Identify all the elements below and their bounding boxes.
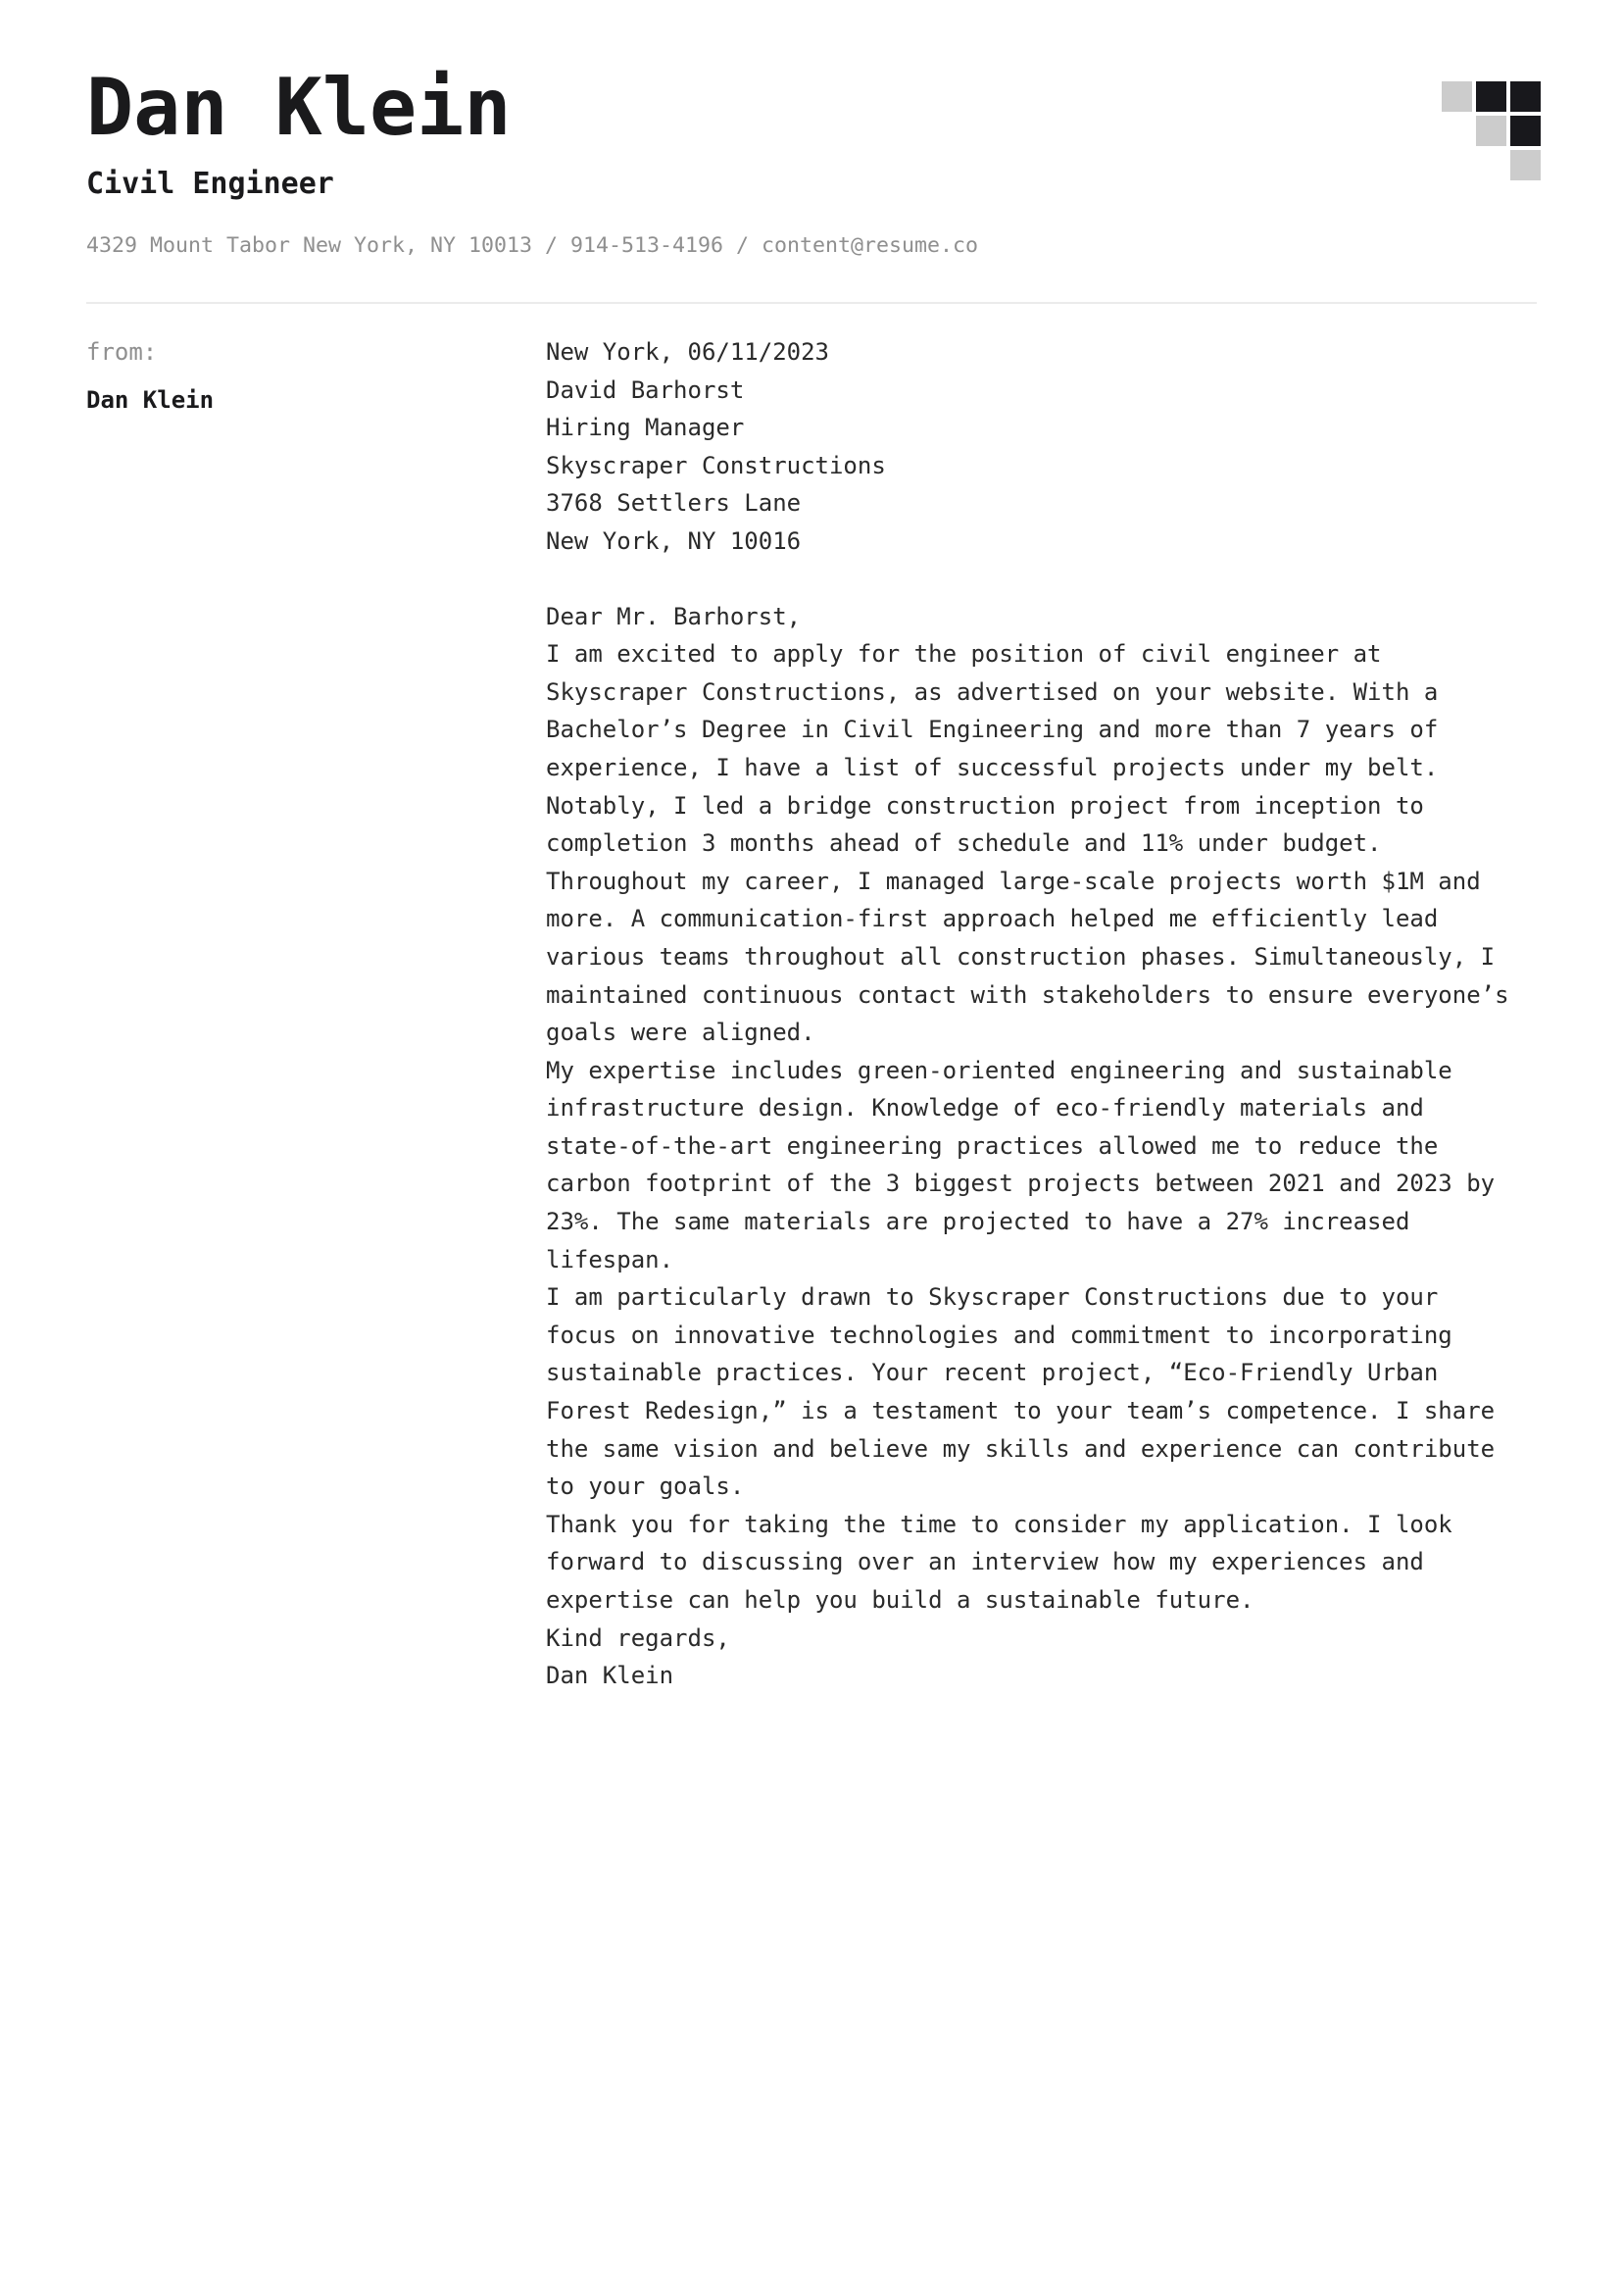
recipient-name: David Barhorst — [546, 375, 745, 404]
candidate-name: Dan Klein — [86, 62, 512, 153]
letter-paragraph: Throughout my career, I managed large-scale projects worth $1M and more. A communication-first approach helped me efficiently lead various teams throughout all construction phases. Simultaneously, I maintained continuous contact with stakeholders to ensure everyone’s goals were aligned. — [546, 867, 1509, 1047]
recipient-block — [546, 372, 1516, 561]
letter-paragraph: I am excited to apply for the position of civil engineer at Skyscraper Constructions, as advertised on your website. With a Bachelor’s Degree in Civil Engineering and more than 7 years of experience, I have a list of successful projects under my belt. Notably, I led a bridge construction project from inception to completion 3 months ahead of schedule and 11% under budget. — [546, 640, 1439, 858]
logo-square-dark — [1510, 81, 1541, 112]
sender-name: Dan Klein — [86, 385, 215, 414]
closing-phrase: Kind regards, — [546, 1623, 730, 1652]
logo-square-dark — [1510, 116, 1541, 146]
letter-date: New York, 06/11/2023 — [546, 338, 829, 366]
letter-paragraph: My expertise includes green-oriented engineering and sustainable infrastructure design. Knowledge of eco-friendly materials and state-of-the-art engineering practices allowed me to reduce the carbon footprint of the 3 biggest projects between 2021 and 2023 by 23%. The same materials are projected to have a 27% increased lifespan. — [546, 1056, 1496, 1273]
recipient-street: 3768 Settlers Lane — [546, 489, 802, 518]
recipient-company: Skyscraper Constructions — [546, 451, 886, 479]
squares-grid-logo-icon — [1442, 81, 1541, 180]
signature-name: Dan Klein — [546, 1662, 674, 1690]
letter-body — [546, 333, 1516, 1695]
recipient-city: New York, NY 10016 — [546, 526, 802, 555]
logo-square-light — [1510, 150, 1541, 180]
salutation: Dear Mr. Barhorst, — [546, 602, 802, 630]
letter-content — [0, 333, 1623, 1695]
logo-square-dark — [1476, 81, 1506, 112]
recipient-role: Hiring Manager — [546, 414, 745, 442]
from-label: from: — [86, 338, 158, 366]
logo-square-light — [1442, 81, 1472, 112]
letter-header — [0, 0, 1623, 304]
candidate-job-title: Civil Engineer — [86, 167, 334, 201]
logo-square-light — [1476, 116, 1506, 146]
closing-block — [546, 1620, 1516, 1695]
contact-line: 4329 Mount Tabor New York, NY 10013 / 914-513-4196 / content@resume.co — [86, 233, 979, 258]
letter-paragraph: Thank you for taking the time to consider my application. I look forward to discussing over an interview how my experiences and expertise can help you build a sustainable future. — [546, 1510, 1452, 1614]
header-divider — [86, 302, 1537, 304]
letter-paragraph: I am particularly drawn to Skyscraper Constructions due to your focus on innovative technologies and commitment to incorporating sustainable practices. Your recent project, “Eco-Friendly Urban Forest Redesign,” is a testament to your team’s competence. I share the same vision and believe my skills and experience can contribute to your goals. — [546, 1283, 1496, 1501]
sender-column — [86, 333, 546, 1695]
